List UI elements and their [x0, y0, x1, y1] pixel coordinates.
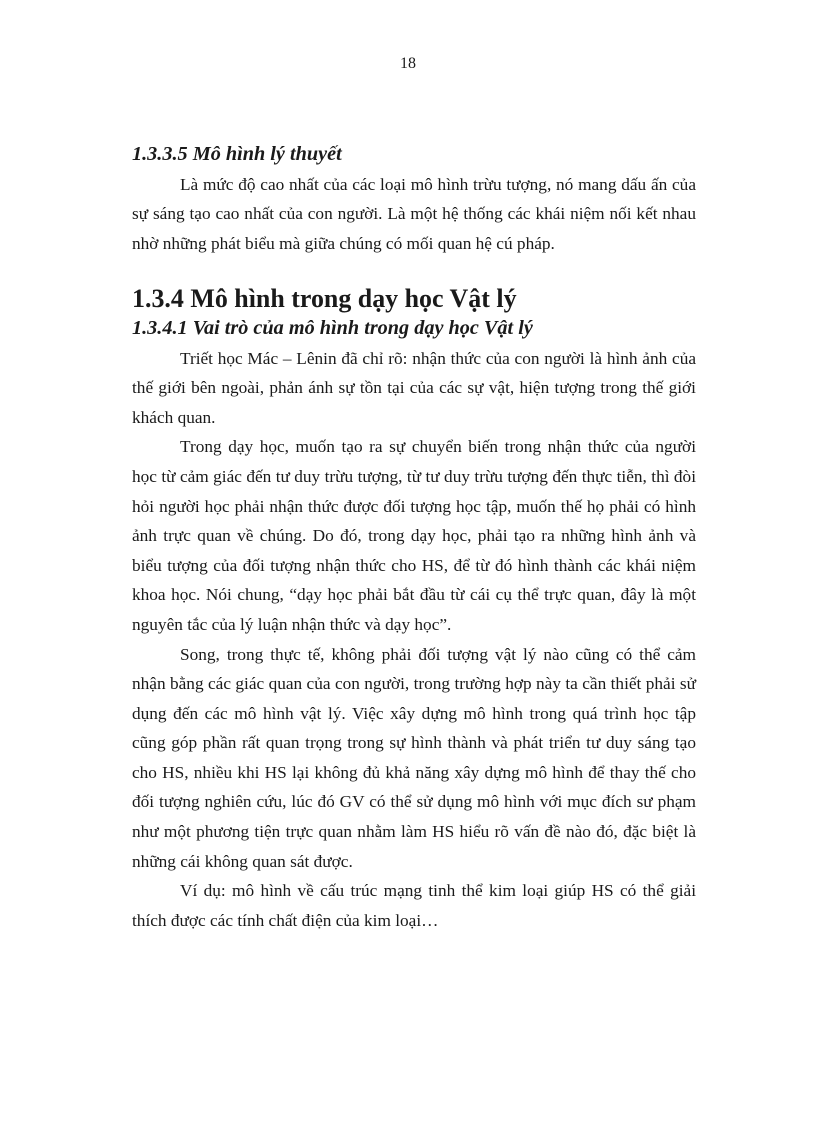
paragraph-teaching-perception: Trong dạy học, muốn tạo ra sự chuyển biến trong nhận thức của người học từ cảm giác đến tư duy trừu tượng, từ tư duy trừu tượng đến thực tiễn, thì đòi hỏi người học phải nhận thức được đối tượng học tập, muốn thế họ phải có hình ảnh trực quan về chúng. Do đó, trong dạy học, phải tạo ra những hình ảnh và biểu tượng của đối tượng nhận thức cho HS, để từ đó hình thành các khái niệm khoa học. Nói chung, “dạy học phải bắt đầu từ cái cụ thể trực quan, đây là một nguyên tắc của lý luận nhận thức và dạy học”.	[132, 437, 696, 634]
heading-1-3-3-5: 1.3.3.5 Mô hình lý thuyết	[132, 143, 342, 165]
heading-1-3-4-1: 1.3.4.1 Vai trò của mô hình trong dạy học Vật lý	[132, 316, 533, 339]
section-spacer	[132, 258, 696, 284]
paragraph-marx-lenin: Triết học Mác – Lênin đã chỉ rõ: nhận thức của con người là hình ảnh của thế giới bên ngoài, phản ánh sự tồn tại của các sự vật, hiện tượng trong thế giới khách quan.	[132, 348, 696, 427]
paragraph-example: Ví dụ: mô hình về cấu trúc mạng tinh thể kim loại giúp HS có thể giải thích được các tính chất điện của kim loại…	[132, 881, 696, 930]
paragraph-physics-models: Song, trong thực tế, không phải đối tượng vật lý nào cũng có thể cảm nhận bằng các giác quan của con người, trong trường hợp này ta cần thiết phải sử dụng đến các mô hình vật lý. Việc xây dựng mô hình trong quá trình học tập cũng góp phần rất quan trọng trong sự hình thành và phát triển tư duy sáng tạo cho HS, nhiều khi HS lại không đủ khả năng xây dựng mô hình để thay thế cho đối tượng nghiên cứu, lúc đó GV có thể sử dụng mô hình với mục đích sư phạm như một phương tiện trực quan nhằm làm HS hiểu rõ vấn đề nào đó, đặc biệt là những cái không quan sát được.	[132, 644, 696, 871]
page-number: 18	[400, 55, 416, 72]
page-content	[132, 140, 696, 935]
heading-1-3-4: 1.3.4 Mô hình trong dạy học Vật lý	[132, 284, 517, 314]
paragraph-theoretical-model: Là mức độ cao nhất của các loại mô hình trừu tượng, nó mang dấu ấn của sự sáng tạo cao nhất của con người. Là một hệ thống các khái niệm nối kết nhau nhờ những phát biểu mà giữa chúng có mối quan hệ cú pháp.	[132, 174, 696, 253]
